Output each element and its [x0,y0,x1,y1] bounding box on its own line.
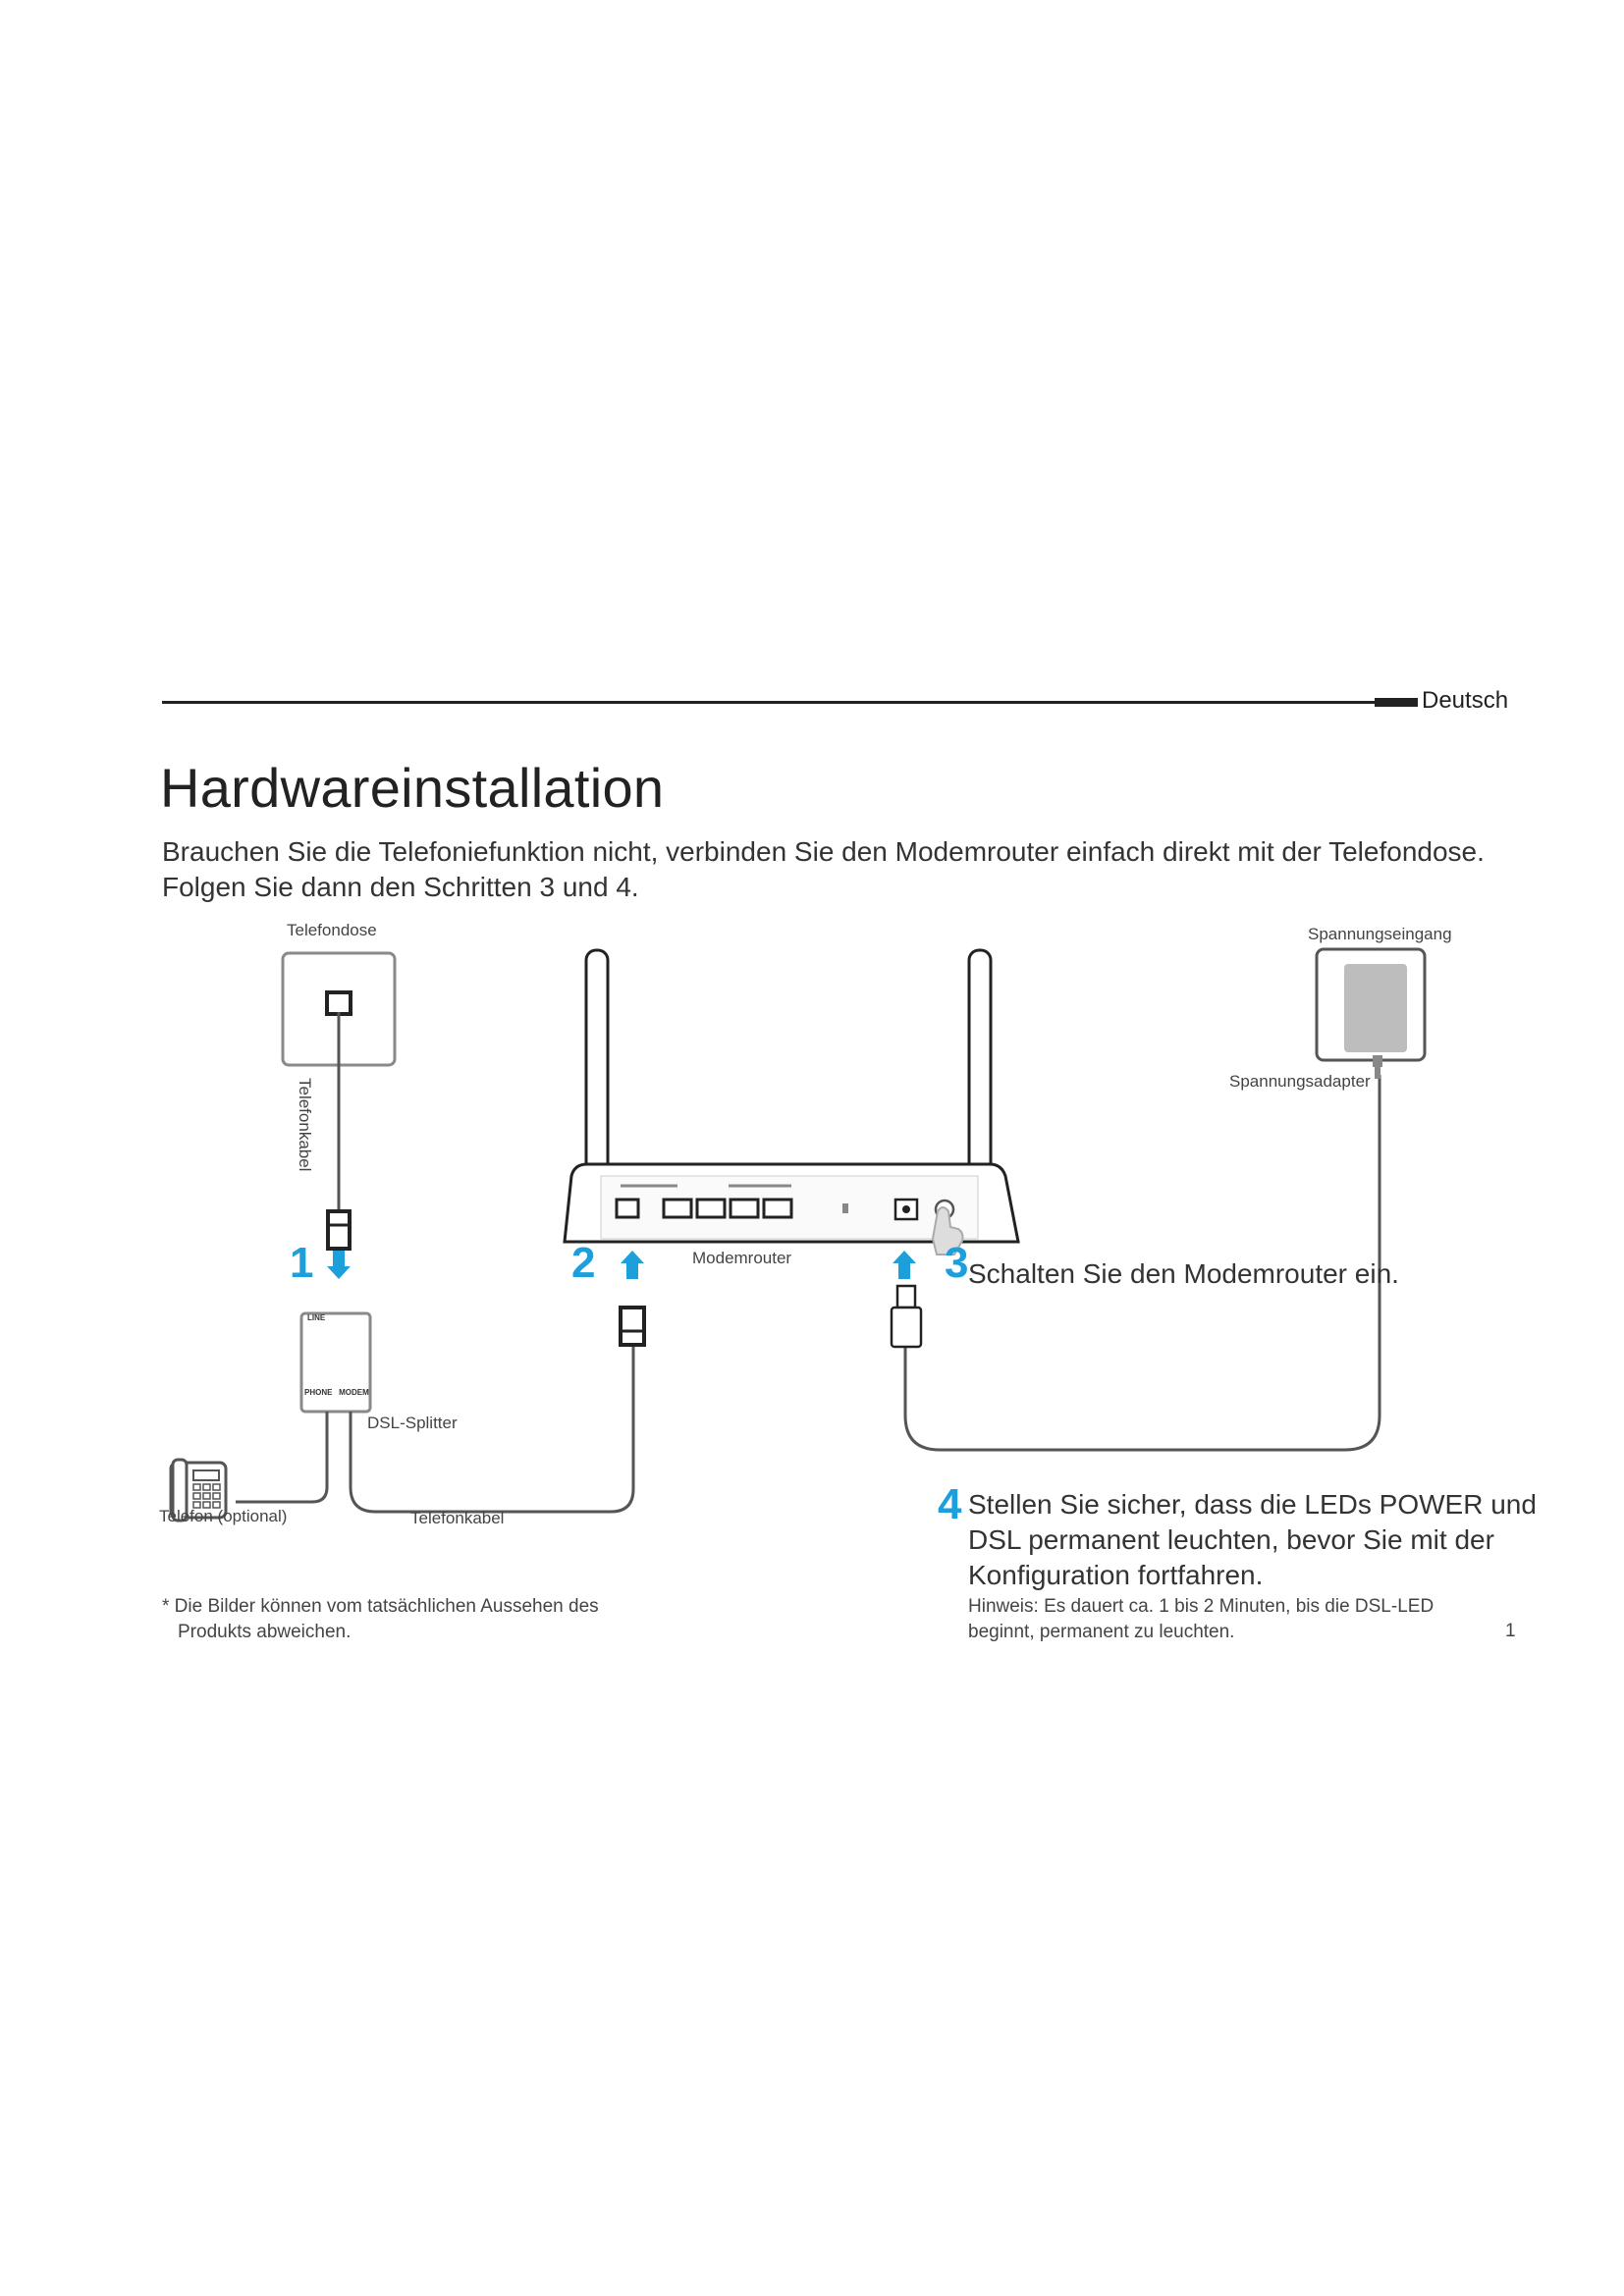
power-adapter-icon [1317,949,1425,1079]
step-4-line-2: DSL permanent leuchten, bevor Sie mit der [968,1524,1494,1555]
arrow-down-icon [327,1251,351,1279]
label-phone-cable: Telefonkabel [410,1509,505,1527]
label-power-adapter: Spannungsadapter [1229,1072,1371,1091]
step-4-line-1: Stellen Sie sicher, dass die LEDs POWER und [968,1489,1537,1520]
router-plug-icon [621,1308,644,1345]
hint-line-2: beginnt, permanent zu leuchten. [968,1622,1235,1642]
footnote-line-2: Produkts abweichen. [178,1622,352,1642]
dsl-splitter-icon [301,1313,370,1412]
splitter-phone-cable [236,1412,327,1502]
step-arrows [327,1251,916,1279]
hint-text [968,1594,1434,1645]
page-title: Hardwareinstallation [160,757,665,819]
step-3-text: Schalten Sie den Modemrouter ein. [968,1258,1399,1289]
modem-router-icon [565,950,1018,1242]
label-phone-cable-vertical: Telefonkabel [296,1078,314,1172]
label-wall-socket: Telefondose [287,921,377,939]
arrow-up-icon [893,1251,916,1279]
label-dsl-splitter: DSL-Splitter [367,1414,458,1432]
page-number: 1 [1505,1621,1516,1641]
step-3-number: 3 [945,1239,969,1287]
splitter-ports-label: PHONE MODEM [304,1388,369,1397]
label-modem-router: Modemrouter [692,1249,792,1267]
step-4-number: 4 [938,1480,962,1528]
intro-line-2: Folgen Sie dann den Schritten 3 und 4. [162,872,639,902]
step-1-number: 1 [290,1239,314,1287]
step-2-number: 2 [571,1239,596,1287]
step-4-line-3: Konfiguration fortfahren. [968,1560,1264,1590]
step-4-text [968,1487,1537,1593]
footnote-line-1: * Die Bilder können vom tatsächlichen Aussehen des [162,1596,599,1617]
intro-line-1: Brauchen Sie die Telefoniefunktion nicht, verbinden Sie den Modemrouter einfach direkt mit der Telefondose. [162,836,1485,867]
language-label: Deutsch [1422,687,1509,714]
rj11-plug-icon [328,1211,350,1249]
footnote [162,1594,599,1645]
splitter-line-port-label: LINE [307,1313,326,1322]
label-telephone: Telefon (optional) [159,1507,288,1525]
arrow-up-icon [621,1251,644,1279]
label-power-input: Spannungseingang [1308,925,1452,943]
hint-line-1: Hinweis: Es dauert ca. 1 bis 2 Minuten, bis die DSL-LED [968,1596,1435,1617]
power-plug-icon [892,1286,921,1347]
